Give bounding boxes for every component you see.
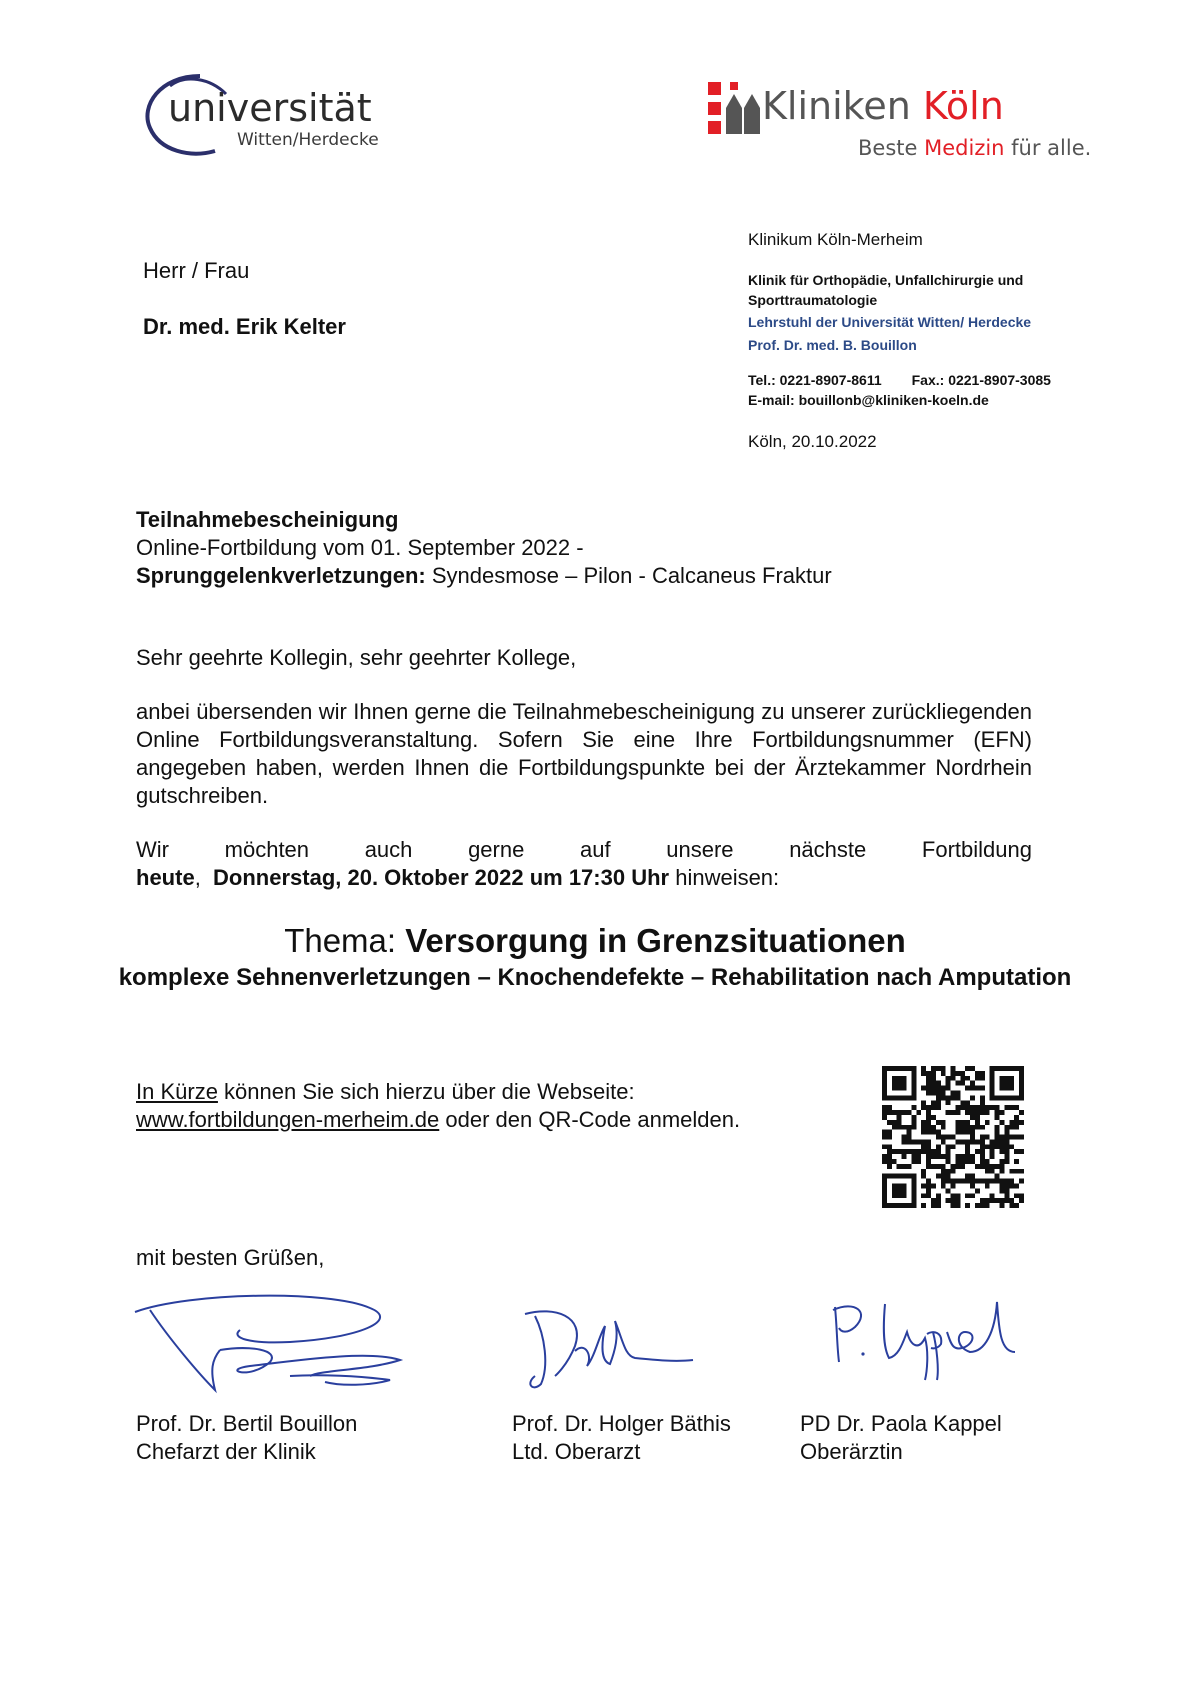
signer-role: Oberärztin — [800, 1439, 903, 1464]
signer-kappel — [800, 1410, 1002, 1466]
signature-baethis — [515, 1296, 695, 1396]
subject-block — [136, 506, 1032, 590]
separator: , — [194, 865, 214, 890]
sender-head: Prof. Dr. med. B. Bouillon — [748, 337, 917, 353]
signer-name: Prof. Dr. Holger Bäthis — [512, 1411, 731, 1436]
letter-closing: mit besten Grüßen, — [136, 1245, 325, 1270]
registration-line1: können Sie sich hierzu über die Webseite: — [217, 1079, 635, 1104]
university-logo-word: universität — [168, 86, 372, 130]
signer-role: Ltd. Oberarzt — [512, 1439, 641, 1464]
word: auf — [580, 837, 611, 862]
word: Fortbildung — [921, 837, 1032, 862]
subject-line2: Online-Fortbildung vom 01. September 2022 - — [136, 535, 584, 560]
letter-date: Köln, 20.10.2022 — [748, 432, 877, 451]
word: Wir — [136, 837, 169, 862]
registration-line2: oder den QR-Code anmelden. — [439, 1107, 741, 1132]
signature-bouillon — [130, 1290, 420, 1410]
qr-code[interactable] — [882, 1066, 1024, 1208]
paragraph-2-line-2 — [136, 864, 1032, 892]
kliniken-koeln-emblem-icon — [708, 82, 768, 134]
word: auch — [364, 837, 413, 862]
word: unsere — [666, 837, 734, 862]
paragraph-2-end: hinweisen: — [669, 865, 780, 890]
signer-role: Chefarzt der Klinik — [136, 1439, 316, 1464]
word: gerne — [468, 837, 525, 862]
sender-department: Klinik für Orthopädie, Unfallchirurgie und Sporttraumatologie — [748, 272, 1024, 308]
event-thema — [0, 922, 1190, 960]
kliniken-koeln-name — [762, 84, 1004, 128]
slogan-part: für alle. — [1004, 136, 1092, 160]
event-subtitle: komplexe Sehnenverletzungen – Knochendefekte – Rehabilitation nach Amputation — [118, 964, 1072, 991]
letter-paragraph-2 — [136, 836, 1032, 892]
letter-paragraph-1: anbei übersenden wir Ihnen gerne die Teilnahmebescheinigung zu unserer zurückliegenden Online Fortbildungsveranstaltung. Sofern Sie eine Ihre Fortbildungsnummer (EFN) angegeben haben, werden Ihnen die Fortbildungspunkte bei der Ärztekammer Nordrhein gutschreiben. — [136, 699, 1032, 808]
sender-email-label: E-mail: — [748, 392, 799, 408]
sender-tel: Tel.: 0221-8907-8611 — [748, 372, 882, 388]
university-logo — [140, 66, 420, 166]
sender-email: bouillonb@kliniken-koeln.de — [798, 392, 989, 408]
university-logo-sub: Witten/Herdecke — [237, 130, 379, 150]
sender-fax: Fax.: 0221-8907-3085 — [911, 372, 1051, 388]
event-day: heute — [136, 865, 195, 890]
letter-greeting: Sehr geehrte Kollegin, sehr geehrter Kollege, — [136, 645, 577, 670]
kliniken-koeln-logo — [700, 72, 1100, 172]
subject-title: Teilnahmebescheinigung — [136, 507, 399, 532]
signer-baethis — [512, 1410, 731, 1466]
kliniken-name-part: Kliniken — [762, 84, 923, 128]
registration-url-link[interactable]: www.fortbildungen-merheim.de — [136, 1107, 440, 1132]
signature-kappel — [815, 1292, 1025, 1382]
subject-topic-bold: Sprunggelenkverletzungen: — [136, 563, 426, 588]
subject-topic-rest: Syndesmose – Pilon - Calcaneus Fraktur — [425, 563, 832, 588]
thema-label: Thema: — [284, 922, 406, 959]
word: nächste — [789, 837, 867, 862]
recipient-salutation: Herr / Frau — [143, 258, 250, 283]
signer-name: Prof. Dr. Bertil Bouillon — [136, 1411, 358, 1436]
slogan-highlight: Medizin — [924, 136, 1005, 160]
signer-bouillon — [136, 1410, 357, 1466]
sender-clinic: Klinikum Köln-Merheim — [748, 230, 923, 249]
word: möchten — [224, 837, 310, 862]
sender-contact — [748, 370, 1051, 410]
paragraph-2-line-1 — [136, 836, 1032, 864]
kliniken-city-part: Köln — [922, 84, 1004, 128]
sender-chair-block — [748, 311, 1031, 357]
sender-chair: Lehrstuhl der Universität Witten/ Herdecke — [748, 314, 1032, 330]
thema-title: Versorgung in Grenzsituationen — [405, 922, 906, 959]
slogan-part: Beste — [858, 136, 925, 160]
event-datetime: Donnerstag, 20. Oktober 2022 um 17:30 Uhr — [213, 865, 670, 890]
signer-name: PD Dr. Paola Kappel — [800, 1411, 1002, 1436]
recipient-name: Dr. med. Erik Kelter — [143, 314, 346, 339]
kliniken-koeln-slogan — [858, 136, 1091, 160]
registration-soon: In Kürze — [136, 1079, 218, 1104]
